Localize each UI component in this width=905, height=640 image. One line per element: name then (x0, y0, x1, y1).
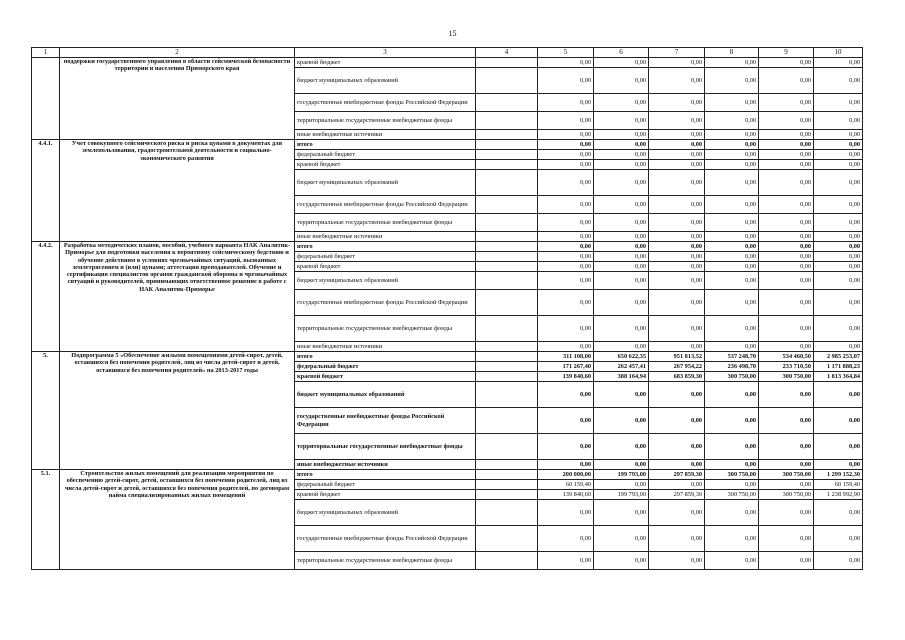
amount-cell: 0,00 (538, 262, 594, 272)
amount-cell: 0,00 (814, 150, 863, 160)
amount-cell: 0,00 (649, 232, 705, 242)
funding-source: государственные внебюджетные фонды Российской Федерации (295, 94, 476, 112)
amount-cell: 0,00 (759, 68, 814, 94)
amount-cell: 0,00 (649, 316, 705, 342)
funding-source: государственные внебюджетные фонды Российской Федерации (295, 290, 476, 316)
empty-cell (476, 160, 538, 170)
amount-cell: 0,00 (759, 112, 814, 130)
empty-cell (476, 342, 538, 352)
amount-cell: 0,00 (705, 290, 759, 316)
funding-source: федеральный бюджет (295, 362, 476, 372)
funding-source: итого (295, 470, 476, 480)
item-code: 4.4.2. (32, 242, 60, 352)
amount-cell: 0,00 (759, 262, 814, 272)
funding-source: итого (295, 140, 476, 150)
funding-source: бюджет муниципальных образований (295, 500, 476, 526)
amount-cell: 200 000,00 (538, 470, 594, 480)
amount-cell: 0,00 (814, 272, 863, 290)
amount-cell: 0,00 (814, 160, 863, 170)
amount-cell: 0,00 (649, 252, 705, 262)
table-row (32, 58, 863, 68)
column-number: 2 (60, 48, 295, 58)
empty-cell (476, 196, 538, 214)
amount-cell: 0,00 (705, 58, 759, 68)
empty-cell (476, 490, 538, 500)
amount-cell: 0,00 (649, 170, 705, 196)
amount-cell: 0,00 (705, 160, 759, 170)
amount-cell: 0,00 (538, 408, 594, 434)
empty-cell (476, 272, 538, 290)
amount-cell: 0,00 (538, 342, 594, 352)
column-number: 10 (814, 48, 863, 58)
empty-cell (476, 408, 538, 434)
empty-cell (476, 68, 538, 94)
page-number: 15 (448, 29, 457, 38)
amount-cell: 0,00 (594, 382, 649, 408)
amount-cell: 0,00 (705, 242, 759, 252)
amount-cell: 0,00 (705, 112, 759, 130)
amount-cell: 0,00 (594, 214, 649, 232)
amount-cell: 0,00 (814, 500, 863, 526)
amount-cell: 0,00 (538, 170, 594, 196)
amount-cell: 0,00 (538, 160, 594, 170)
amount-cell: 0,00 (814, 242, 863, 252)
amount-cell: 0,00 (594, 526, 649, 552)
funding-source: территориальные государственные внебюджетные фонды (295, 316, 476, 342)
empty-cell (476, 242, 538, 252)
item-name: Строительство жилых помещений для реализации мероприятия по обеспечению детей-сирот, детей, оставшихся без попечения родителей, лиц из числа детей-сирот и детей, оставшихся без попечения родителей, по договорам найма специализированных жилых помещений (60, 470, 295, 570)
amount-cell: 300 750,00 (759, 470, 814, 480)
amount-cell: 199 793,00 (594, 470, 649, 480)
amount-cell: 683 859,30 (649, 372, 705, 382)
amount-cell: 0,00 (705, 408, 759, 434)
item-code: 5.1. (32, 470, 60, 570)
empty-cell (476, 112, 538, 130)
amount-cell: 0,00 (649, 58, 705, 68)
amount-cell: 0,00 (705, 552, 759, 570)
amount-cell: 0,00 (759, 408, 814, 434)
column-number: 8 (705, 48, 759, 58)
column-number: 6 (594, 48, 649, 58)
amount-cell: 0,00 (814, 68, 863, 94)
item-code: 4.4.1. (32, 140, 60, 242)
amount-cell: 0,00 (705, 68, 759, 94)
amount-cell: 0,00 (705, 252, 759, 262)
amount-cell: 0,00 (705, 434, 759, 460)
funding-source: бюджет муниципальных образований (295, 272, 476, 290)
amount-cell: 0,00 (814, 140, 863, 150)
amount-cell: 0,00 (705, 130, 759, 140)
amount-cell: 650 622,35 (594, 352, 649, 362)
empty-cell (476, 526, 538, 552)
amount-cell: 0,00 (538, 252, 594, 262)
amount-cell: 0,00 (759, 342, 814, 352)
amount-cell: 0,00 (814, 58, 863, 68)
amount-cell: 0,00 (594, 68, 649, 94)
amount-cell: 0,00 (594, 150, 649, 160)
amount-cell: 0,00 (538, 196, 594, 214)
column-number: 9 (759, 48, 814, 58)
amount-cell: 0,00 (594, 140, 649, 150)
amount-cell: 0,00 (649, 408, 705, 434)
amount-cell: 1 171 888,23 (814, 362, 863, 372)
funding-source: краевой бюджет (295, 490, 476, 500)
funding-source: итого (295, 242, 476, 252)
amount-cell: 0,00 (538, 434, 594, 460)
empty-cell (476, 362, 538, 372)
amount-cell: 0,00 (649, 68, 705, 94)
amount-cell: 0,00 (594, 480, 649, 490)
amount-cell: 0,00 (538, 460, 594, 470)
amount-cell: 0,00 (594, 500, 649, 526)
amount-cell: 0,00 (594, 160, 649, 170)
table-row (32, 242, 863, 252)
amount-cell: 951 813,52 (649, 352, 705, 362)
amount-cell: 0,00 (759, 150, 814, 160)
amount-cell: 139 840,60 (538, 372, 594, 382)
funding-source: краевой бюджет (295, 262, 476, 272)
column-number: 4 (476, 48, 538, 58)
empty-cell (476, 262, 538, 272)
amount-cell: 171 267,40 (538, 362, 594, 372)
amount-cell: 0,00 (814, 342, 863, 352)
amount-cell: 1 299 152,30 (814, 470, 863, 480)
amount-cell: 0,00 (649, 500, 705, 526)
empty-cell (476, 460, 538, 470)
amount-cell: 0,00 (759, 460, 814, 470)
amount-cell: 0,00 (759, 196, 814, 214)
funding-source: иные внебюджетные источники (295, 460, 476, 470)
amount-cell: 0,00 (594, 242, 649, 252)
amount-cell: 1 238 992,90 (814, 490, 863, 500)
amount-cell: 0,00 (594, 408, 649, 434)
funding-source: федеральный бюджет (295, 252, 476, 262)
amount-cell: 0,00 (705, 214, 759, 232)
amount-cell: 0,00 (705, 262, 759, 272)
amount-cell: 0,00 (594, 552, 649, 570)
amount-cell: 0,00 (538, 140, 594, 150)
funding-source: итого (295, 352, 476, 362)
table-body (32, 48, 863, 570)
amount-cell: 0,00 (594, 58, 649, 68)
empty-cell (476, 382, 538, 408)
amount-cell: 0,00 (594, 170, 649, 196)
amount-cell: 0,00 (649, 342, 705, 352)
empty-cell (476, 94, 538, 112)
amount-cell: 0,00 (649, 196, 705, 214)
amount-cell: 0,00 (649, 480, 705, 490)
amount-cell: 0,00 (538, 272, 594, 290)
amount-cell: 0,00 (705, 500, 759, 526)
amount-cell: 0,00 (814, 252, 863, 262)
amount-cell: 0,00 (759, 94, 814, 112)
column-number-row (32, 48, 863, 58)
amount-cell: 236 498,70 (705, 362, 759, 372)
column-number: 1 (32, 48, 60, 58)
amount-cell: 0,00 (814, 262, 863, 272)
funding-source: иные внебюджетные источники (295, 232, 476, 242)
amount-cell: 537 248,70 (705, 352, 759, 362)
column-number: 5 (538, 48, 594, 58)
amount-cell: 139 840,60 (538, 490, 594, 500)
empty-cell (476, 470, 538, 480)
amount-cell: 262 457,41 (594, 362, 649, 372)
funding-source: краевой бюджет (295, 58, 476, 68)
amount-cell: 0,00 (759, 526, 814, 552)
amount-cell: 0,00 (705, 150, 759, 160)
empty-cell (476, 352, 538, 362)
item-code (32, 58, 60, 140)
item-code: 5. (32, 352, 60, 470)
empty-cell (476, 58, 538, 68)
amount-cell: 0,00 (538, 552, 594, 570)
amount-cell: 0,00 (814, 434, 863, 460)
empty-cell (476, 290, 538, 316)
amount-cell: 0,00 (594, 112, 649, 130)
amount-cell: 0,00 (814, 232, 863, 242)
amount-cell: 0,00 (759, 480, 814, 490)
amount-cell: 0,00 (538, 58, 594, 68)
empty-cell (476, 150, 538, 160)
empty-cell (476, 130, 538, 140)
funding-source: краевой бюджет (295, 160, 476, 170)
amount-cell: 0,00 (649, 262, 705, 272)
amount-cell: 0,00 (649, 150, 705, 160)
amount-cell: 0,00 (649, 460, 705, 470)
amount-cell: 0,00 (759, 434, 814, 460)
amount-cell: 534 460,50 (759, 352, 814, 362)
amount-cell: 0,00 (594, 290, 649, 316)
amount-cell: 0,00 (649, 434, 705, 460)
funding-source: территориальные государственные внебюджетные фонды (295, 552, 476, 570)
amount-cell: 0,00 (594, 262, 649, 272)
amount-cell: 0,00 (814, 130, 863, 140)
funding-source: иные внебюджетные источники (295, 342, 476, 352)
amount-cell: 0,00 (759, 170, 814, 196)
empty-cell (476, 140, 538, 150)
amount-cell: 0,00 (705, 232, 759, 242)
amount-cell: 0,00 (759, 232, 814, 242)
item-name: Подпрограмма 5 «Обеспечение жилыми помещениями детей-сирот, детей, оставшихся без попечения родителей, лиц из числа детей-сирот и детей, оставшихся без попечения родителей» на 2013-2017 годы (60, 352, 295, 470)
amount-cell: 0,00 (705, 316, 759, 342)
funding-source: бюджет муниципальных образований (295, 382, 476, 408)
amount-cell: 267 954,22 (649, 362, 705, 372)
funding-source: федеральный бюджет (295, 480, 476, 490)
amount-cell: 0,00 (538, 290, 594, 316)
amount-cell: 0,00 (759, 58, 814, 68)
empty-cell (476, 214, 538, 232)
amount-cell: 0,00 (759, 214, 814, 232)
amount-cell: 0,00 (759, 290, 814, 316)
amount-cell: 0,00 (705, 170, 759, 196)
amount-cell: 0,00 (649, 526, 705, 552)
amount-cell: 0,00 (594, 196, 649, 214)
amount-cell: 0,00 (649, 94, 705, 112)
amount-cell: 0,00 (649, 214, 705, 232)
amount-cell: 0,00 (814, 290, 863, 316)
amount-cell: 1 813 364,84 (814, 372, 863, 382)
amount-cell: 0,00 (594, 252, 649, 262)
amount-cell: 0,00 (538, 214, 594, 232)
amount-cell: 0,00 (538, 232, 594, 242)
funding-source: иные внебюджетные источники (295, 130, 476, 140)
amount-cell: 0,00 (538, 500, 594, 526)
amount-cell: 0,00 (705, 460, 759, 470)
amount-cell: 388 164,94 (594, 372, 649, 382)
amount-cell: 0,00 (814, 94, 863, 112)
amount-cell: 0,00 (814, 170, 863, 196)
amount-cell: 0,00 (705, 382, 759, 408)
amount-cell: 0,00 (594, 130, 649, 140)
amount-cell: 297 859,30 (649, 470, 705, 480)
amount-cell: 0,00 (814, 214, 863, 232)
funding-source: государственные внебюджетные фонды Российской Федерации (295, 526, 476, 552)
amount-cell: 0,00 (759, 500, 814, 526)
item-name: Разработка методических планов, пособий, учебного варианта НАК Аналитик-Приморье для подготовки населения к вероятному сейсмическому бедствию и обучение действиям в условиях чрезвычайных ситуаций, вызванных землетрясением и (или) цунами; аттестация преподавателей. Обучение и сертификация специалистов органов гражданской обороны и чрезвычайных ситуаций и руководителей, принимающих ответственное решение в работе с НАК Аналитик-Приморье (60, 242, 295, 352)
amount-cell: 0,00 (649, 290, 705, 316)
amount-cell: 2 985 253,07 (814, 352, 863, 362)
amount-cell: 0,00 (759, 316, 814, 342)
amount-cell: 300 750,00 (705, 490, 759, 500)
funding-source: бюджет муниципальных образований (295, 170, 476, 196)
empty-cell (476, 232, 538, 242)
amount-cell: 0,00 (649, 140, 705, 150)
amount-cell: 0,00 (705, 140, 759, 150)
amount-cell: 0,00 (759, 140, 814, 150)
funding-source: государственные внебюджетные фонды Российской Федерации (295, 408, 476, 434)
amount-cell: 0,00 (814, 552, 863, 570)
amount-cell: 0,00 (759, 382, 814, 408)
amount-cell: 0,00 (594, 460, 649, 470)
amount-cell: 0,00 (705, 526, 759, 552)
amount-cell: 0,00 (814, 196, 863, 214)
amount-cell: 233 710,50 (759, 362, 814, 372)
empty-cell (476, 552, 538, 570)
amount-cell: 0,00 (705, 272, 759, 290)
amount-cell: 0,00 (649, 160, 705, 170)
empty-cell (476, 480, 538, 490)
amount-cell: 300 750,00 (705, 372, 759, 382)
amount-cell: 0,00 (594, 434, 649, 460)
amount-cell: 0,00 (594, 316, 649, 342)
amount-cell: 0,00 (649, 130, 705, 140)
funding-source: территориальные государственные внебюджетные фонды (295, 214, 476, 232)
item-name: поддержки государственного управления в области сейсмической безопасности территории и населения Приморского края (60, 58, 295, 140)
amount-cell: 60 159,40 (814, 480, 863, 490)
funding-source: краевой бюджет (295, 372, 476, 382)
amount-cell: 0,00 (538, 150, 594, 160)
empty-cell (476, 434, 538, 460)
amount-cell: 0,00 (538, 94, 594, 112)
table-row (32, 352, 863, 362)
amount-cell: 0,00 (814, 408, 863, 434)
amount-cell: 0,00 (759, 160, 814, 170)
amount-cell: 0,00 (814, 316, 863, 342)
amount-cell: 0,00 (649, 272, 705, 290)
amount-cell: 0,00 (759, 252, 814, 262)
funding-source: федеральный бюджет (295, 150, 476, 160)
amount-cell: 0,00 (759, 242, 814, 252)
table-row (32, 470, 863, 480)
amount-cell: 0,00 (594, 94, 649, 112)
amount-cell: 0,00 (759, 272, 814, 290)
funding-source: территориальные государственные внебюджетные фонды (295, 112, 476, 130)
amount-cell: 0,00 (538, 130, 594, 140)
amount-cell: 0,00 (538, 316, 594, 342)
amount-cell: 311 108,00 (538, 352, 594, 362)
amount-cell: 0,00 (649, 382, 705, 408)
amount-cell: 0,00 (594, 342, 649, 352)
amount-cell: 0,00 (705, 342, 759, 352)
empty-cell (476, 316, 538, 342)
amount-cell: 0,00 (814, 382, 863, 408)
amount-cell: 0,00 (649, 112, 705, 130)
funding-source: территориальные государственные внебюджетные фонды (295, 434, 476, 460)
amount-cell: 0,00 (538, 112, 594, 130)
amount-cell: 0,00 (705, 480, 759, 490)
amount-cell: 300 750,00 (759, 490, 814, 500)
amount-cell: 0,00 (538, 382, 594, 408)
table-row (32, 140, 863, 150)
amount-cell: 0,00 (594, 272, 649, 290)
amount-cell: 0,00 (705, 94, 759, 112)
empty-cell (476, 170, 538, 196)
amount-cell: 0,00 (814, 526, 863, 552)
amount-cell: 0,00 (649, 242, 705, 252)
funding-source: бюджет муниципальных образований (295, 68, 476, 94)
item-name: Учет совокупного сейсмического риска и риска цунами в документах для землепользования, градостроительной деятельности и социально-экономического развития (60, 140, 295, 242)
empty-cell (476, 372, 538, 382)
empty-cell (476, 252, 538, 262)
amount-cell: 0,00 (814, 112, 863, 130)
amount-cell: 0,00 (705, 196, 759, 214)
amount-cell: 0,00 (538, 242, 594, 252)
amount-cell: 199 793,00 (594, 490, 649, 500)
amount-cell: 0,00 (759, 130, 814, 140)
column-number: 7 (649, 48, 705, 58)
empty-cell (476, 500, 538, 526)
amount-cell: 300 750,00 (705, 470, 759, 480)
amount-cell: 0,00 (759, 552, 814, 570)
budget-table (31, 47, 863, 570)
amount-cell: 0,00 (814, 460, 863, 470)
amount-cell: 300 750,00 (759, 372, 814, 382)
funding-source: государственные внебюджетные фонды Российской Федерации (295, 196, 476, 214)
amount-cell: 0,00 (538, 68, 594, 94)
amount-cell: 0,00 (594, 232, 649, 242)
column-number: 3 (295, 48, 476, 58)
amount-cell: 0,00 (649, 552, 705, 570)
amount-cell: 297 859,30 (649, 490, 705, 500)
amount-cell: 60 159,40 (538, 480, 594, 490)
amount-cell: 0,00 (538, 526, 594, 552)
